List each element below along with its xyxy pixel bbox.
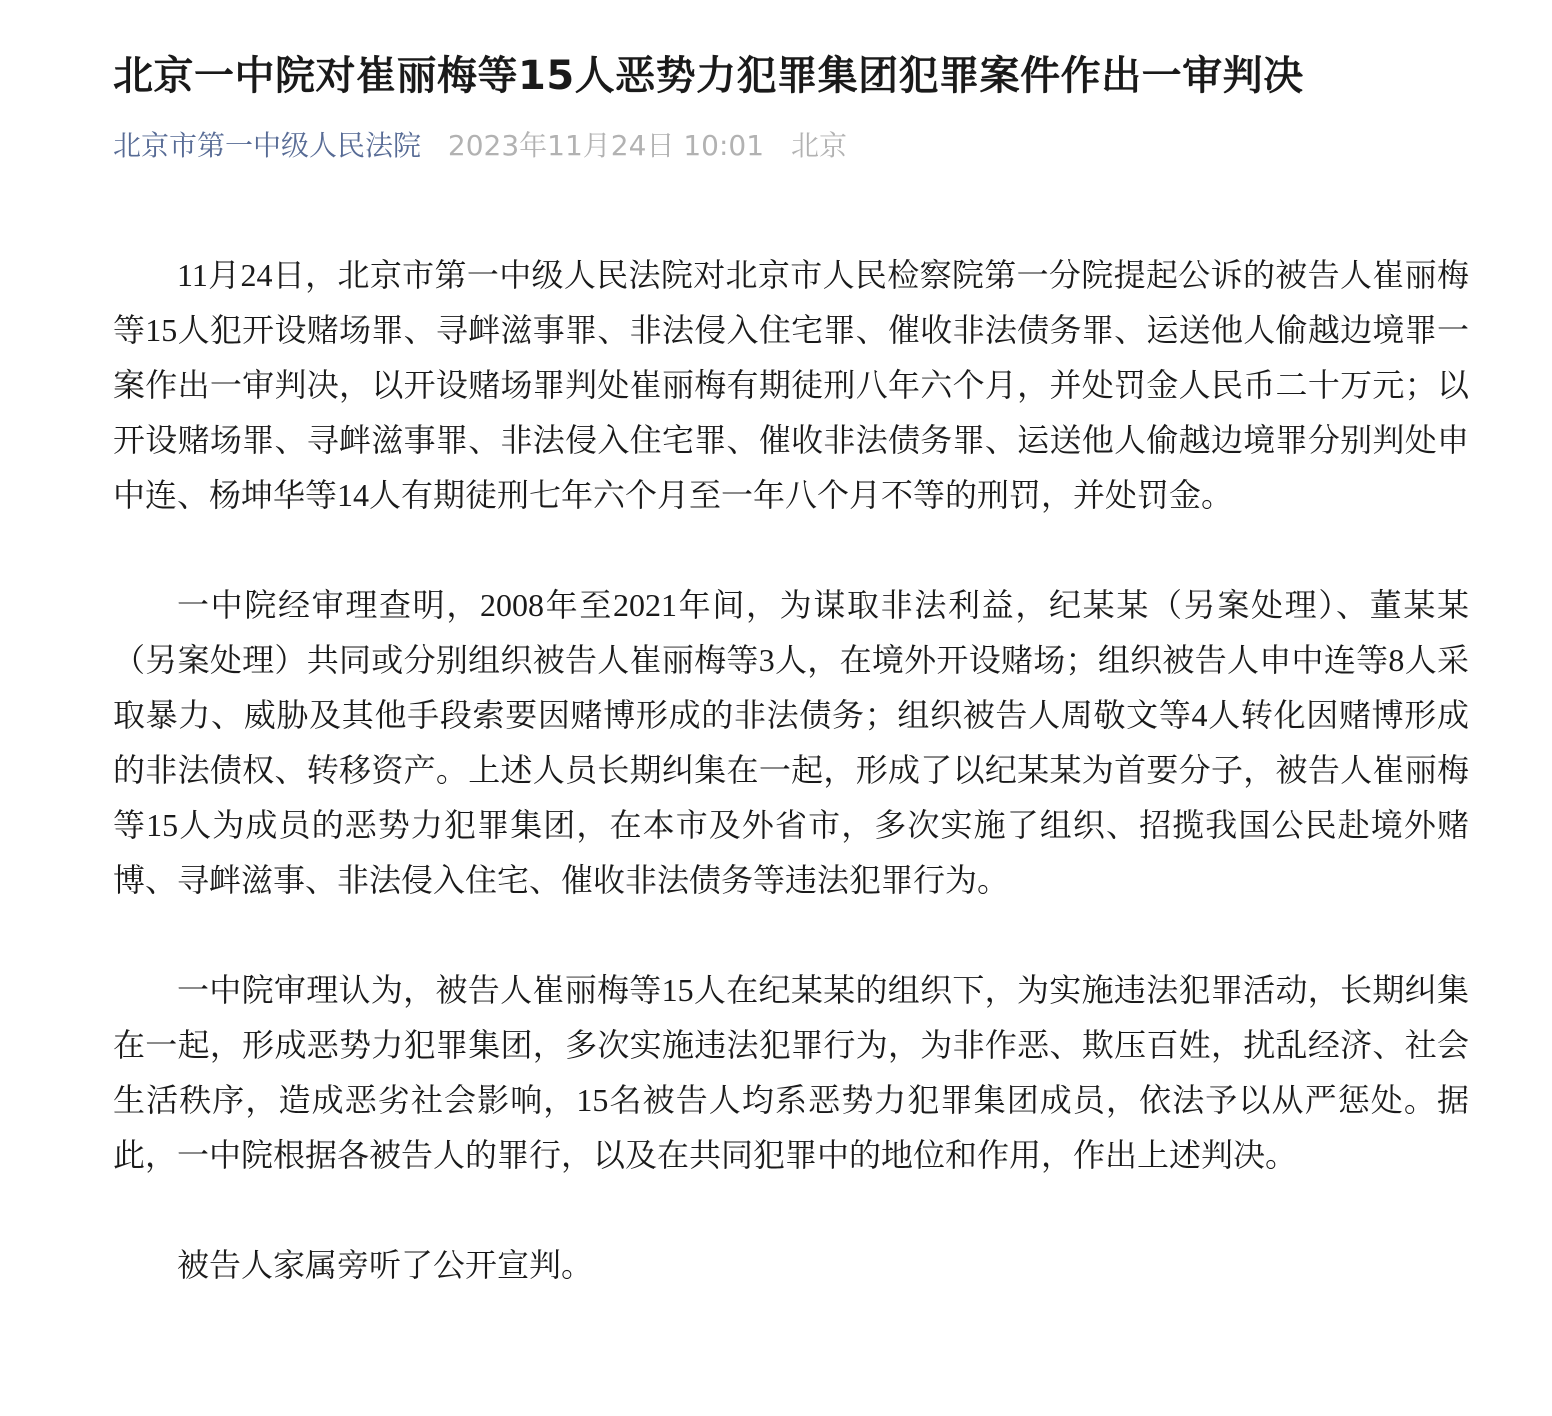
paragraph-verdict: 11月24日，北京市第一中级人民法院对北京市人民检察院第一分院提起公诉的被告人崔丽梅等15人犯开设赌场罪、寻衅滋事罪、非法侵入住宅罪、催收非法债务罪、运送他人偷越边境罪一案作出一审判决，以开设赌场罪判处崔丽梅有期徒刑八年六个月，并处罚金人民币二十万元；以开设赌场罪、寻衅滋事罪、非法侵入住宅罪、催收非法债务罪、运送他人偷越边境罪分别判处申中连、杨坤华等14人有期徒刑七年六个月至一年八个月不等的刑罚，并处罚金。 — [113, 257, 1469, 513]
publish-date: 2023年11月24日 10:01 — [447, 129, 765, 162]
article — [113, 48, 1469, 1293]
paragraph-attendance: 被告人家属旁听了公开宣判。 — [177, 1247, 594, 1283]
paragraph-findings: 一中院经审理查明，2008年至2021年间，为谋取非法利益，纪某某（另案处理）、董某某（另案处理）共同或分别组织被告人崔丽梅等3人，在境外开设赌场；组织被告人申中连等8人采取暴力、威胁及其他手段索要因赌博形成的非法债务；组织被告人周敬文等4人转化因赌博形成的非法债权、转移资产。上述人员长期纠集在一起，形成了以纪某某为首要分子，被告人崔丽梅等15人为成员的恶势力犯罪集团，在本市及外省市，多次实施了组织、招揽我国公民赴境外赌博、寻衅滋事、非法侵入住宅、催收非法债务等违法犯罪行为。 — [113, 587, 1469, 898]
paragraph-ruling: 一中院审理认为，被告人崔丽梅等15人在纪某某的组织下，为实施违法犯罪活动，长期纠集在一起，形成恶势力犯罪集团，多次实施违法犯罪行为，为非作恶、欺压百姓，扰乱经济、社会生活秩序，造成恶劣社会影响，15名被告人均系恶势力犯罪集团成员，依法予以从严惩处。据此，一中院根据各被告人的罪行，以及在共同犯罪中的地位和作用，作出上述判决。 — [113, 972, 1469, 1173]
article-body — [113, 248, 1469, 1293]
article-meta — [113, 126, 1469, 166]
source-link[interactable]: 北京市第一中级人民法院 — [113, 129, 422, 162]
publish-location: 北京 — [790, 129, 847, 162]
article-title: 北京一中院对崔丽梅等15人恶势力犯罪集团犯罪案件作出一审判决 — [113, 53, 1304, 99]
